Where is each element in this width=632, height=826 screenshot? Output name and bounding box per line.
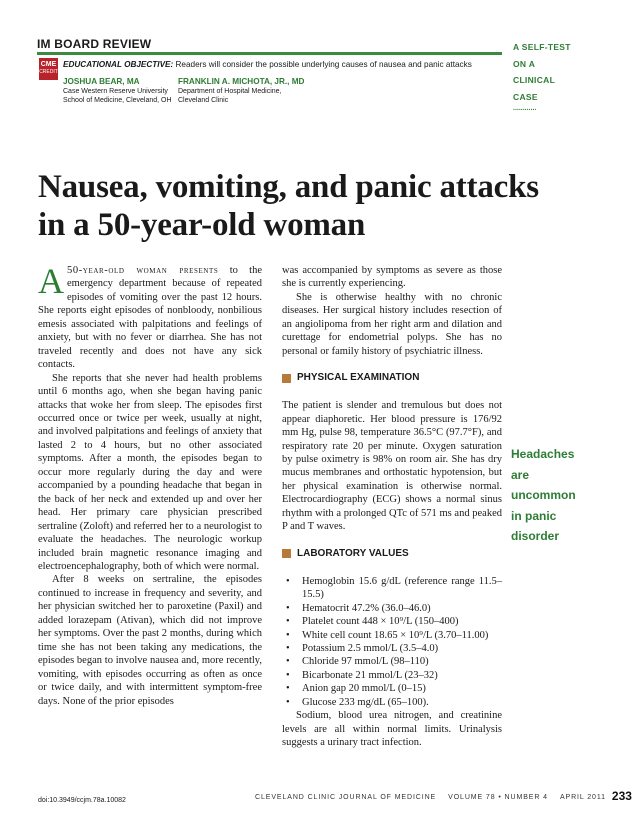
issue-date: APRIL 2011 — [559, 794, 606, 801]
pull-quote-line: Headaches — [511, 447, 575, 461]
self-test-dots: ............ — [513, 105, 537, 112]
body-paragraph: Sodium, blood urea nitrogen, and creatinine levels are all within normal limits. Urinalysis suggests a urinary tract infection. — [282, 710, 502, 749]
section-label: IM BOARD REVIEW — [37, 37, 152, 51]
volume-number: VOLUME 78 • NUMBER 4 — [448, 794, 548, 801]
self-test-line: A SELF-TEST — [513, 42, 571, 52]
page-footer — [255, 789, 632, 803]
body-column-right — [282, 264, 502, 750]
section-marker-icon — [282, 549, 291, 558]
list-item: • Hematocrit 47.2% (36.0–46.0) — [282, 602, 502, 615]
self-test-line: ON A — [513, 58, 536, 69]
physical-exam-heading — [282, 371, 502, 385]
pull-quote — [511, 444, 595, 547]
objective-text: Readers will consider the possible underlying causes of nausea and panic attacks — [173, 60, 472, 69]
title-line: in a 50-year-old woman — [38, 207, 366, 243]
drop-cap: A — [38, 261, 64, 301]
self-test-line: CLINICAL — [513, 75, 556, 85]
pull-quote-line: disorder — [511, 529, 560, 543]
body-paragraph: After 8 weeks on sertraline, the episodes continued to increase in frequency and severity, and her physician switched her to paroxetine (Paxil) and added lorazepam (Ativan), which did not improve her symptoms. Over the past 2 months, during which time she has not been taking any medications, the episodes began to involve nausea and, more recently, vomiting, with episodes occurring as often as once or twice daily, and with intermittent symptom-free days. None of the prior episodes — [38, 574, 262, 707]
list-item: • Platelet count 448 × 10⁹/L (150–400) — [282, 615, 502, 628]
objective-label: EDUCATIONAL OBJECTIVE: — [63, 60, 174, 69]
body-paragraph: She is otherwise healthy with no chronic diseases. Her surgical history includes resection of an angiolipoma from her right arm and dilation and curettage for endometrial polyps. She has no personal or family history of psychiatric illness. — [282, 291, 502, 357]
article-title — [38, 168, 598, 244]
author-name: JOSHUA BEAR, MA — [63, 77, 140, 86]
pull-quote-line: in panic — [511, 508, 557, 523]
list-item: • Potassium 2.5 mmol/L (3.5–4.0) — [282, 642, 502, 655]
intro-smallcaps: 50-year-old woman presents — [67, 265, 219, 276]
author-affiliation: Case Western Reserve University — [63, 88, 168, 95]
body-paragraph: The patient is slender and tremulous but does not appear diaphoretic. Her blood pressure is 176/92 mm Hg, pulse 98, temperature 36.5°C (97.7°F), and respiratory rate 20 per minute. Oxygen saturation by pulse oximetry is 98% on room air. She has dry mucus membranes and orthostatic hypotension, but her physical examination is otherwise normal. Electrocardiography (ECG) shows a normal sinus rhythm with a prolonged QTc of 571 ms and peaked P and T waves. — [282, 400, 502, 533]
self-test-line: CASE — [513, 91, 538, 102]
list-item: • Bicarbonate 21 mmol/L (23–32) — [282, 669, 502, 682]
intro-paragraph — [38, 261, 263, 372]
section-marker-icon — [282, 374, 291, 383]
body-column-left — [38, 261, 263, 708]
list-item: • Glucose 233 mg/dL (65–100). — [282, 696, 502, 709]
body-paragraph: was accompanied by symptoms as severe as those she is currently experiencing. — [282, 265, 502, 290]
journal-name: CLEVELAND CLINIC JOURNAL OF MEDICINE — [255, 794, 437, 801]
author-affiliation: School of Medicine, Cleveland, OH — [63, 97, 172, 104]
cme-badge-subtext: CREDIT — [39, 69, 58, 75]
list-item: • Anion gap 20 mmol/L (0–15) — [282, 682, 502, 695]
author-name: FRANKLIN A. MICHOTA, JR., MD — [178, 77, 305, 86]
cme-credit-badge — [39, 58, 58, 80]
intro-text: to the emergency department because of repeated episodes of vomiting over the past 12 hours. She reports eight episodes of nonbloody, nonbilious emesis associated with palpitations and feelings of anxiety, but with no fever or diarrhea. She has not traveled recently and does not have any sick contacts. — [38, 265, 263, 371]
lab-values-heading — [282, 547, 502, 561]
list-item: • Hemoglobin 15.6 g/dL (reference range 11.5–15.5) — [282, 575, 502, 602]
author-block — [63, 77, 172, 105]
author-affiliation: Department of Hospital Medicine, — [178, 88, 282, 95]
author-block — [178, 77, 304, 105]
author-affiliation: Cleveland Clinic — [178, 97, 229, 104]
lab-values-list — [282, 575, 502, 710]
doi: doi:10.3949/ccjm.78a.10082 — [38, 797, 126, 804]
heading-text: LABORATORY VALUES — [297, 547, 409, 559]
heading-text: PHYSICAL EXAMINATION — [297, 372, 420, 384]
header-rule — [37, 52, 502, 55]
list-item: • Chloride 97 mmol/L (98–110) — [282, 655, 502, 668]
cme-badge-text: CME — [40, 61, 57, 68]
educational-objective — [63, 59, 503, 70]
self-test-label — [513, 39, 583, 113]
body-paragraph: She reports that she never had health problems until 6 months ago, when she began having panic attacks that woke her from sleep. The episodes first occurred once or twice per week, usually at night, and involved palpitations and feelings of anxiety that lasted 2 to 4 hours, but no other associated symptoms. After a month, the episodes began to occur more regularly during the day and were accompanied by a pounding headache that began in the back of her neck and extended up and over her head. Her primary care physician prescribed sertraline (Zoloft) and referred her to a neurologist to evaluate the headaches. The neurologic workup included brain magnetic resonance imaging and electroencephalography, both of which were normal. — [38, 372, 262, 572]
list-item: • White cell count 18.65 × 10⁹/L (3.70–11.00) — [282, 629, 502, 642]
title-line: Nausea, vomiting, and panic attacks — [38, 169, 539, 205]
page-number: 233 — [611, 789, 632, 803]
pull-quote-line: are uncommon — [511, 467, 576, 502]
